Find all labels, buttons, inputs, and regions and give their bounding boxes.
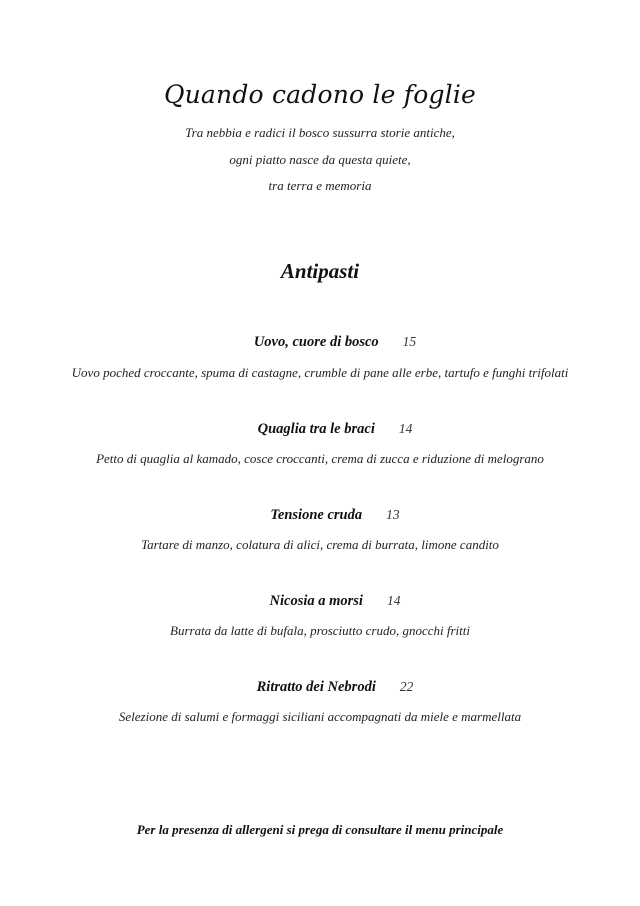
menu-item-header — [0, 334, 640, 351]
dish-description: Tartare di manzo, colatura di alici, crema di burrata, limone candito — [141, 537, 499, 552]
allergen-notice: Per la presenza di allergeni si prega di consultare il menu principale — [136, 822, 504, 837]
dish-name: Uovo, cuore di bosco — [253, 334, 379, 350]
dish-description: Burrata da latte di bufala, prosciutto crudo, gnocchi fritti — [170, 623, 470, 638]
dish-price: 22 — [399, 679, 414, 694]
dish-price: 14 — [398, 421, 413, 436]
subtitle-line: Tra nebbia e radici il bosco sussurra storie antiche, — [185, 125, 455, 140]
menu-item-header — [0, 679, 640, 696]
dish-price: 15 — [402, 334, 417, 349]
dish-price: 13 — [386, 507, 400, 522]
dish-price: 14 — [386, 593, 401, 608]
dish-description: Petto di quaglia al kamado, cosce croccanti, crema di zucca e riduzione di melograno — [96, 451, 544, 466]
dish-description: Selezione di salumi e formaggi siciliani accompagnati da miele e marmellata — [118, 709, 522, 724]
section-heading: Antipasti — [280, 259, 360, 283]
subtitle-line: tra terra e memoria — [268, 178, 372, 193]
menu-item-header — [0, 593, 640, 610]
dish-description: Uovo poched croccante, spuma di castagne, crumble di pane alle erbe, tartufo e funghi trifolati — [71, 365, 569, 380]
dish-name: Tensione cruda — [270, 507, 363, 523]
dish-name: Quaglia tra le braci — [257, 421, 375, 437]
dish-name: Ritratto dei Nebrodi — [256, 679, 376, 695]
menu-item-header — [0, 421, 640, 438]
menu-item-header — [0, 507, 640, 524]
menu-title: Quando cadono le foglie — [163, 80, 477, 109]
subtitle-line: ogni piatto nasce da questa quiete, — [229, 152, 411, 167]
dish-name: Nicosia a morsi — [269, 593, 363, 609]
